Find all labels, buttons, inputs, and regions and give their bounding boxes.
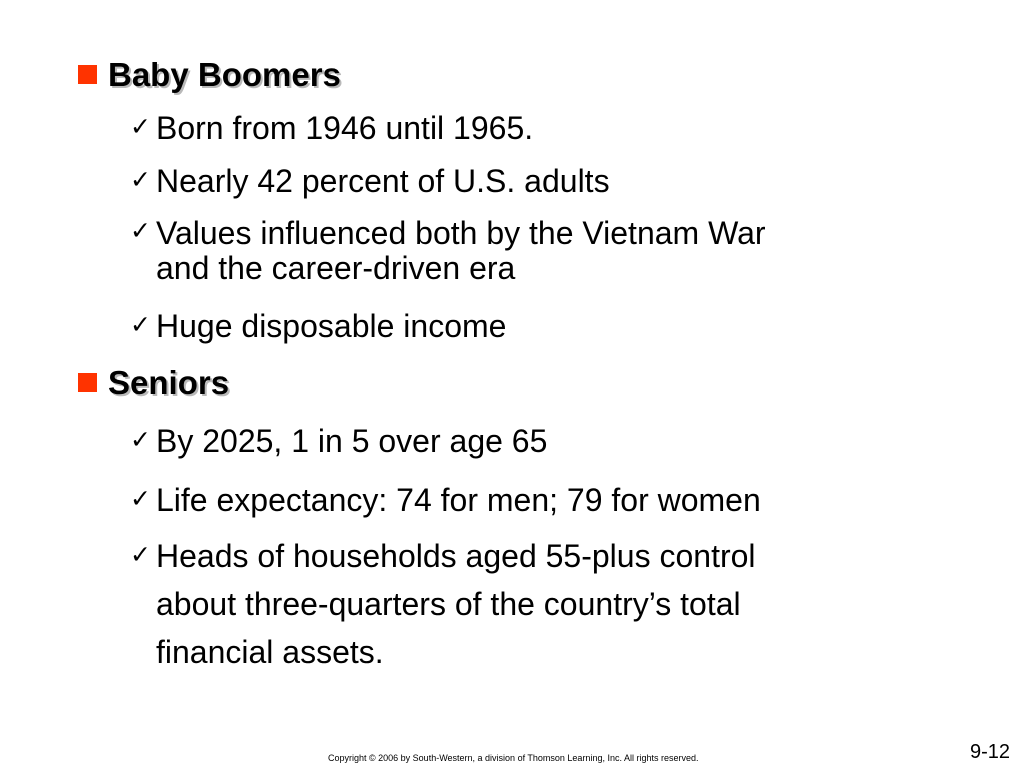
checkmark-icon: ✓	[130, 112, 151, 141]
list-item-text: Life expectancy: 74 for men; 79 for women	[156, 482, 761, 518]
list-item-text: By 2025, 1 in 5 over age 65	[156, 423, 548, 459]
list-item	[130, 484, 930, 516]
section-title: Seniors	[108, 364, 230, 401]
list-item	[130, 425, 930, 457]
checkmark-icon: ✓	[130, 484, 151, 513]
checkmark-icon: ✓	[130, 216, 151, 245]
checkmark-icon: ✓	[130, 165, 151, 194]
list-item	[130, 112, 930, 144]
square-bullet-icon	[78, 65, 97, 84]
page-number: 9-12	[969, 741, 1010, 763]
list-item-text: Born from 1946 until 1965.	[156, 110, 534, 146]
list-item	[130, 216, 930, 286]
section-heading-seniors	[78, 366, 229, 399]
checkmark-icon: ✓	[130, 310, 151, 339]
list-item-text: Values influenced both by the Vietnam War and the career-driven era	[156, 215, 766, 287]
list-item	[130, 310, 930, 342]
list-item	[130, 165, 930, 197]
section-heading-baby-boomers	[78, 58, 341, 91]
list-item-text: Huge disposable income	[156, 308, 507, 344]
copyright-notice: Copyright © 2006 by South-Western, a division of Thomson Learning, Inc. All rights reserved.	[328, 753, 699, 763]
checkmark-icon: ✓	[130, 425, 151, 454]
checkmark-icon: ✓	[130, 540, 151, 569]
section-title: Baby Boomers	[108, 56, 341, 93]
list-item-text: Nearly 42 percent of U.S. adults	[156, 163, 610, 199]
list-item	[130, 540, 930, 676]
square-bullet-icon	[78, 373, 97, 392]
list-item-text: Heads of households aged 55-plus control about three-quarters of the country’s total financial assets.	[156, 538, 756, 670]
